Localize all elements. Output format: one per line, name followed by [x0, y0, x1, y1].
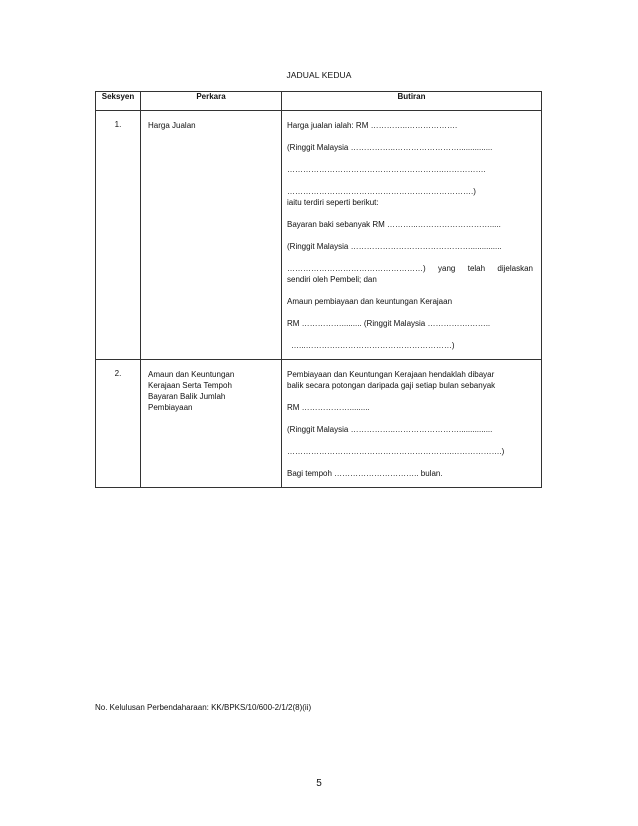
- treasury-approval-number: No. Kelulusan Perbendaharaan: KK/BPKS/10/600-2/1/2(8)(ii): [95, 703, 312, 712]
- row-1-perkara: [141, 111, 281, 131]
- table-row: [96, 360, 542, 488]
- row-2-perkara-cell: [141, 360, 282, 488]
- row-1-butiran-line: RM ……………......... (Ringgit Malaysia …………….……..: [287, 319, 491, 328]
- row-1-butiran-cell: [282, 111, 542, 360]
- row-1-butiran-line: Amaun pembiayaan dan keuntungan Kerajaan: [287, 297, 453, 306]
- row-1-butiran-line: (Ringgit Malaysia ………………………………………..............: [287, 242, 502, 251]
- row-2-perkara-line: Amaun dan Keuntungan: [148, 370, 235, 379]
- row-2-perkara-line: Kerajaan Serta Tempoh: [148, 381, 232, 390]
- row-1-butiran-line: …………………………………………………………….): [287, 187, 476, 196]
- row-2-seksyen-cell: [96, 360, 141, 488]
- row-2-butiran-line: RM ……………….........: [287, 403, 370, 412]
- row-1-butiran-line: sendiri oleh Pembeli; dan: [287, 275, 377, 284]
- row-2-perkara-line: Bayaran Balik Jumlah: [148, 392, 226, 401]
- row-2-perkara: [141, 360, 281, 413]
- table-header-row: [96, 92, 542, 111]
- row-1-butiran: [282, 111, 541, 359]
- row-2-butiran-line: balik secara potongan daripada gaji setiap bulan sebanyak: [287, 381, 496, 390]
- row-1-butiran-line: ……………………………………………) yang telah dijelaskan: [287, 264, 533, 273]
- row-1-butiran-line: …………………………………………………..…………….: [287, 165, 486, 174]
- header-butiran: Butiran: [282, 92, 542, 111]
- row-1-butiran-line: Bayaran baki sebanyak RM ………...……………………….....: [287, 220, 501, 229]
- row-2-butiran: [282, 360, 541, 487]
- row-1-perkara-line: Harga Jualan: [148, 121, 196, 130]
- schedule-title: JADUAL KEDUA: [286, 70, 352, 80]
- row-1-butiran-line: (Ringgit Malaysia ……………..……………………...............: [287, 143, 493, 152]
- row-2-perkara-line: Pembiayaan: [148, 403, 193, 412]
- row-2-butiran-cell: [282, 360, 542, 488]
- row-1-seksyen-cell: [96, 111, 141, 360]
- table-row: [96, 111, 542, 360]
- row-2-butiran-line: Pembiayaan dan Keuntungan Kerajaan hendaklah dibayar: [287, 370, 495, 379]
- header-seksyen: Seksyen: [96, 92, 141, 111]
- row-1-number: 1.: [114, 120, 122, 129]
- header-perkara: Perkara: [141, 92, 282, 111]
- row-2-number: 2.: [114, 369, 122, 378]
- row-2-butiran-line: Bagi tempoh ………………………….. bulan.: [287, 469, 443, 478]
- row-2-butiran-line: (Ringgit Malaysia ……………..……………………...............: [287, 425, 493, 434]
- row-1-butiran-line: …...………….……………………………………): [291, 341, 455, 350]
- schedule-table: [95, 91, 542, 488]
- row-1-butiran-line: iaitu terdiri seperti berikut:: [287, 198, 379, 207]
- row-2-butiran-line: ……………………………………………………..……………….): [287, 447, 505, 456]
- page-number: 5: [316, 778, 322, 789]
- row-1-perkara-cell: [141, 111, 282, 360]
- row-1-butiran-line: Harga jualan ialah: RM …………..……………….: [287, 121, 458, 130]
